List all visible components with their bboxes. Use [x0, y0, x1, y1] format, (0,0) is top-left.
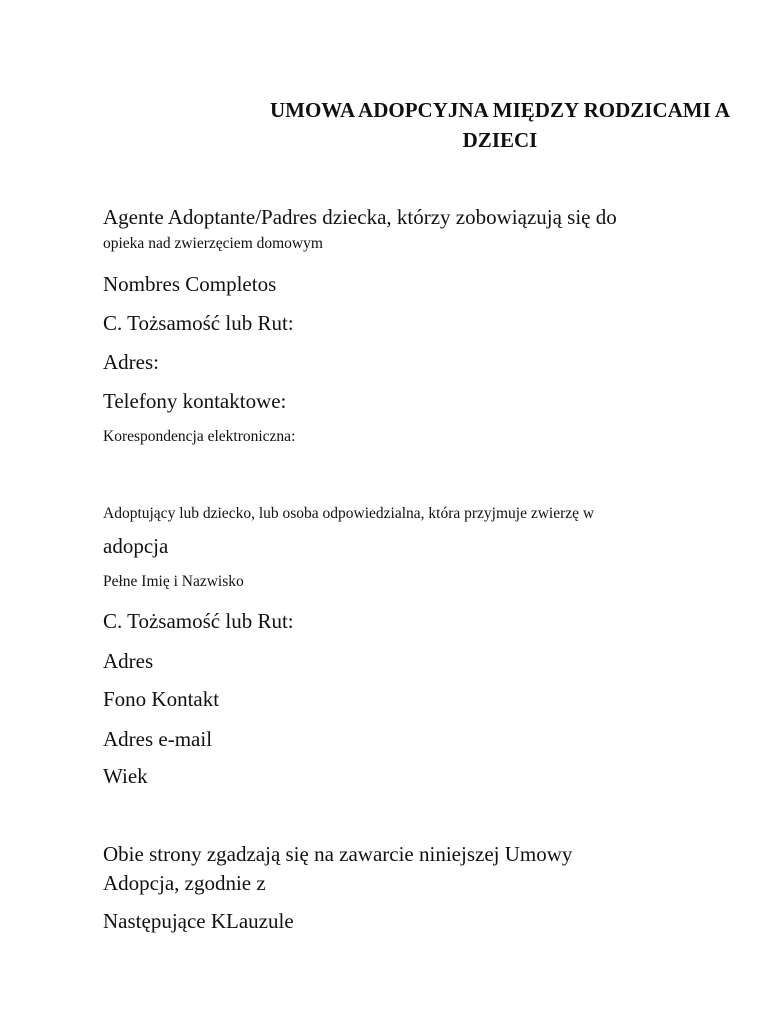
closing-line-3: Następujące KLauzule — [103, 909, 294, 933]
document-title-line-1: UMOWA ADOPCYJNA MIĘDZY RODZICAMI A — [269, 98, 731, 122]
closing-line-1: Obie strony zgadzają się na zawarcie niniejszej Umowy — [103, 842, 573, 866]
section1-heading-line-1: Agente Adoptante/Padres dziecka, którzy zobowiązują się do — [103, 205, 617, 229]
field-contact-phones: Telefony kontaktowe: — [103, 389, 287, 413]
section2-heading-line-1: Adoptujący lub dziecko, lub osoba odpowiedzialna, która przyjmuje zwierzę w — [103, 505, 595, 522]
field-email: Korespondencja elektroniczna: — [103, 428, 296, 445]
field-email-address: Adres e-mail — [103, 727, 213, 751]
field-full-names: Nombres Completos — [103, 272, 277, 296]
field-identity-rut: C. Tożsamość lub Rut: — [103, 311, 294, 335]
field-address-2: Adres — [103, 649, 154, 673]
field-phone-contact: Fono Kontakt — [103, 687, 220, 711]
document-title-line-2: DZIECI — [462, 128, 538, 152]
field-identity-rut-2: C. Tożsamość lub Rut: — [103, 609, 294, 633]
field-full-name: Pełne Imię i Nazwisko — [103, 573, 244, 590]
section2-heading-line-2: adopcja — [103, 534, 169, 558]
field-age: Wiek — [103, 764, 148, 788]
closing-line-2: Adopcja, zgodnie z — [103, 871, 266, 895]
field-address: Adres: — [103, 350, 159, 374]
section1-heading-line-2: opieka nad zwierzęciem domowym — [103, 235, 323, 252]
